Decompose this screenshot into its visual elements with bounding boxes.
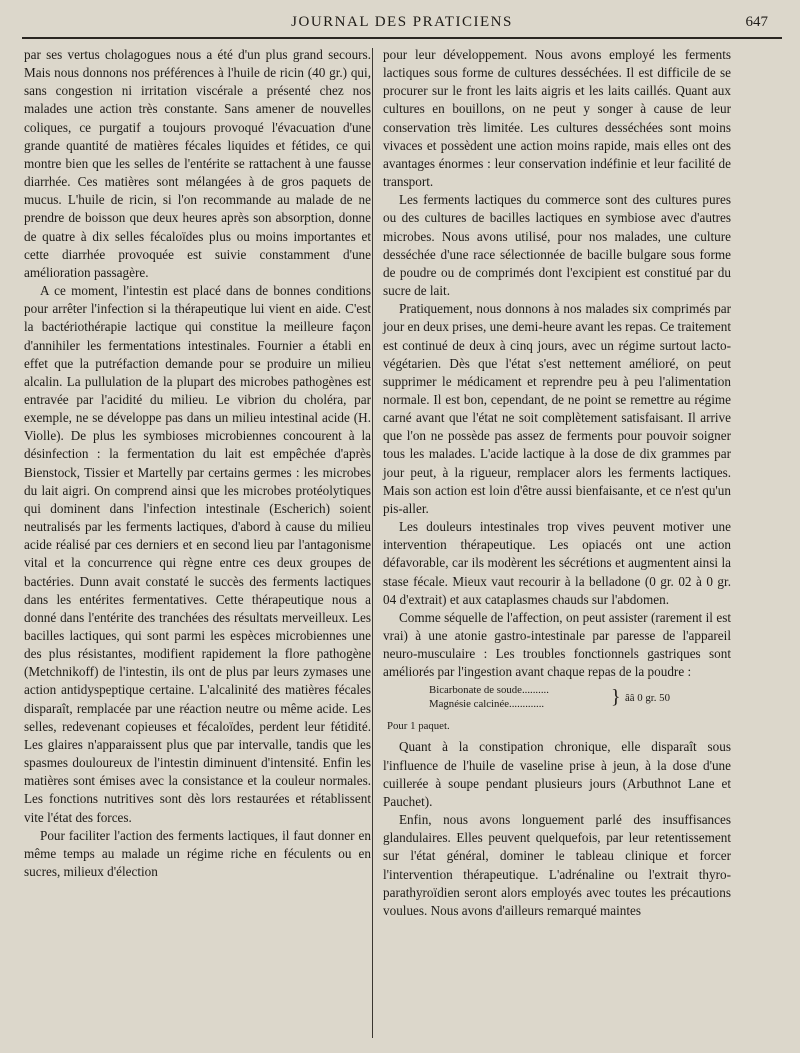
left-column xyxy=(24,46,371,881)
prescription-formula xyxy=(429,683,731,721)
paragraph: par ses vertus cholagogues nous a été d'un plus grand secours. Mais nous donnons nos préférences à l'huile de ricin (40 gr.) qui, sans congestion ni irritation viscérale a présenté chez nos malades une action très constante. Sans amener de nouvelles coliques, ce purgatif a toujours provoqué l'évacuation d'une grande quantité de matières fécales liquides et fétides, ce qui montre bien que les selles de l'entérite se rattachent à une fausse diarrhée. Ces matières sont mélangées à de gros paquets de mucus. L'huile de ricin, si l'on recommande au malade de ne prendre de boisson que deux heures après son absorption, donne de quatre à dix selles fécaloïdes plus ou moins importantes et cette diarrhée provoquée est suivie constamment d'une amélioration passagère. xyxy=(24,47,371,280)
column-divider xyxy=(372,48,373,1038)
formula-line: Magnésie calcinée............. xyxy=(429,698,545,711)
formula-dose: ââ 0 gr. 50 xyxy=(625,692,670,705)
paragraph: Comme séquelle de l'affection, on peut assister (rarement il est vrai) à une atonie gastro-intestinale par paresse de l'appareil neuro-musculaire : Les troubles fonctionnels gastriques sont améliorés par l'ingestion avant chaque repas de la poudre : xyxy=(383,609,731,680)
paragraph: Quant à la constipation chronique, elle disparaît sous l'influence de l'huile de vaseline prise à jeun, à la dose d'une cuillerée à soupe pendant plusieurs jours (Arbuthnot Lane et Pauchet). xyxy=(383,739,731,809)
running-header xyxy=(22,14,782,34)
page-number: 647 xyxy=(745,14,768,30)
right-column xyxy=(383,46,731,920)
header-rule xyxy=(22,37,782,39)
formula-packet: Pour 1 paquet. xyxy=(387,720,450,733)
paragraph: pour leur développement. Nous avons employé les ferments lactiques sous forme de cultures desséchées. Il est difficile de se procurer sur le front les laits aigris et les laits caillés. Quant aux cultures en bouillons, on ne peut y songer à cause de leur conservation très limitée. Les cultures desséchées sont moins vivaces et possèdent une action moins rapide, mais elles ont des avantages énormes : leur conservation indéfinie et leur facilité de transport. xyxy=(383,47,731,190)
paragraph: Enfin, nous avons longuement parlé des insuffisances glandulaires. Elles peuvent quelquefois, par leur retentissement sur l'état général, dominer le tableau clinique et forcer l'intervention thérapeutique. L'adrénaline ou l'extrait thyro-parathyroïdien seront alors employés avec toutes les précautions voulues. Nous avons d'ailleurs remarqué maintes xyxy=(383,812,731,918)
paragraph: A ce moment, l'intestin est placé dans de bonnes conditions pour arrêter l'infection si la thérapeutique lui vient en aide. C'est la bactériothérapie lactique qui constitue la meilleure façon d'annihiler les fermentations intestinales. Fournier a établi en effet que la putréfaction demande pour se produire un milieu alcalin. La pullulation de la plupart des microbes pathogènes est entravée par l'acidité du milieu. Le vibrion du choléra, par exemple, ne se développe pas dans un milieu intestinal acide (H. Violle). De plus les symbioses microbiennes concourent à la désinfection : la fermentation du lait est empêchée d'après Bienstock, Tissier et Martelly par certains germes : les microbes du lait aigri. On comprend ainsi que les microbes protéolytiques qui dominent dans l'infection intestinale (Escherich) soient neutralisés par les ferments lactiques, d'abord à cause du milieu acide réalisé par ces derniers et en second lieu par l'antagonisme vital et la concurrence qui règne entre ces deux groupes de bactéries. Dunn avait constaté le succès des ferments lactiques dans les entérites fermentatives. Cette thérapeutique nous a donné dans l'entérite des tranchées des résultats merveilleux. Les bacilles lactiques, qui sont parmi les espèces microbiennes une des plus résistantes, modifient rapidement la flore pathogène (Metchnikoff) de l'intestin, ils ont de plus par leurs zymases une action antidyspeptique certaine. L'alcalinité des matières fécales disparaît, remplacée par une réaction neutre ou même acide. Les selles, redevenant copieuses et fécaloïdes, perdent leur fétidité. Les glaires n'apparaissent plus que par intervalle, tandis que les spasmes douloureux de l'intestin diminuent d'intensité. Enfin les matières sont émises avec la consistance et la couleur normales. Les fonctions nutritives sont dès lors restaurées et rétablissent vite l'état des forces. xyxy=(24,283,371,825)
paragraph: Les douleurs intestinales trop vives peuvent motiver une intervention thérapeutique. Les opiacés ont une action défavorable, car ils modèrent les sécrétions et augmentent ainsi la stase fécale. Mieux vaut recourir à la belladone (0 gr. 02 à 0 gr. 04 d'extrait) et aux cataplasmes chauds sur l'abdomen. xyxy=(383,519,731,607)
journal-title: JOURNAL DES PRATICIENS xyxy=(291,14,513,30)
formula-line: Bicarbonate de soude.......... xyxy=(429,684,549,697)
paragraph: Pour faciliter l'action des ferments lactiques, il faut donner en même temps au malade un régime riche en féculents ou en sucres, milieux d'élection xyxy=(24,827,371,880)
brace-glyph: } xyxy=(611,686,621,709)
paragraph: Les ferments lactiques du commerce sont des cultures pures ou des cultures de bacilles lactiques en symbiose avec d'autres microbes. Nous avons utilisé, pour nos malades, une culture desséchée d'une race sélectionnée de bacille bulgare sous forme de poudre ou de comprimés dont l'excipient est constitué par du sucre de lait. xyxy=(383,192,731,299)
paragraph: Pratiquement, nous donnons à nos malades six comprimés par jour en deux prises, une demi-heure avant les repas. Ce traitement est continué de deux à cinq jours, avec un régime surtout lacto-végétarien. Dès que l'état s'est nettement amélioré, on peut supprimer le médicament et reprendre peu à peu l'alimentation normale. Il est bon, cependant, de ne point se remettre au régime carné avant que l'état ne soit complètement satisfaisant. Il arrive que l'on ne possède pas assez de ferments pour pouvoir soigner tous les malades. L'acide lactique à la dose de dix grammes par jour peut, à la rigueur, remplacer alors les ferments lactiques. Mais son action est loin d'être aussi bienfaisante, et ce n'est qu'un pis-aller. xyxy=(383,301,731,516)
